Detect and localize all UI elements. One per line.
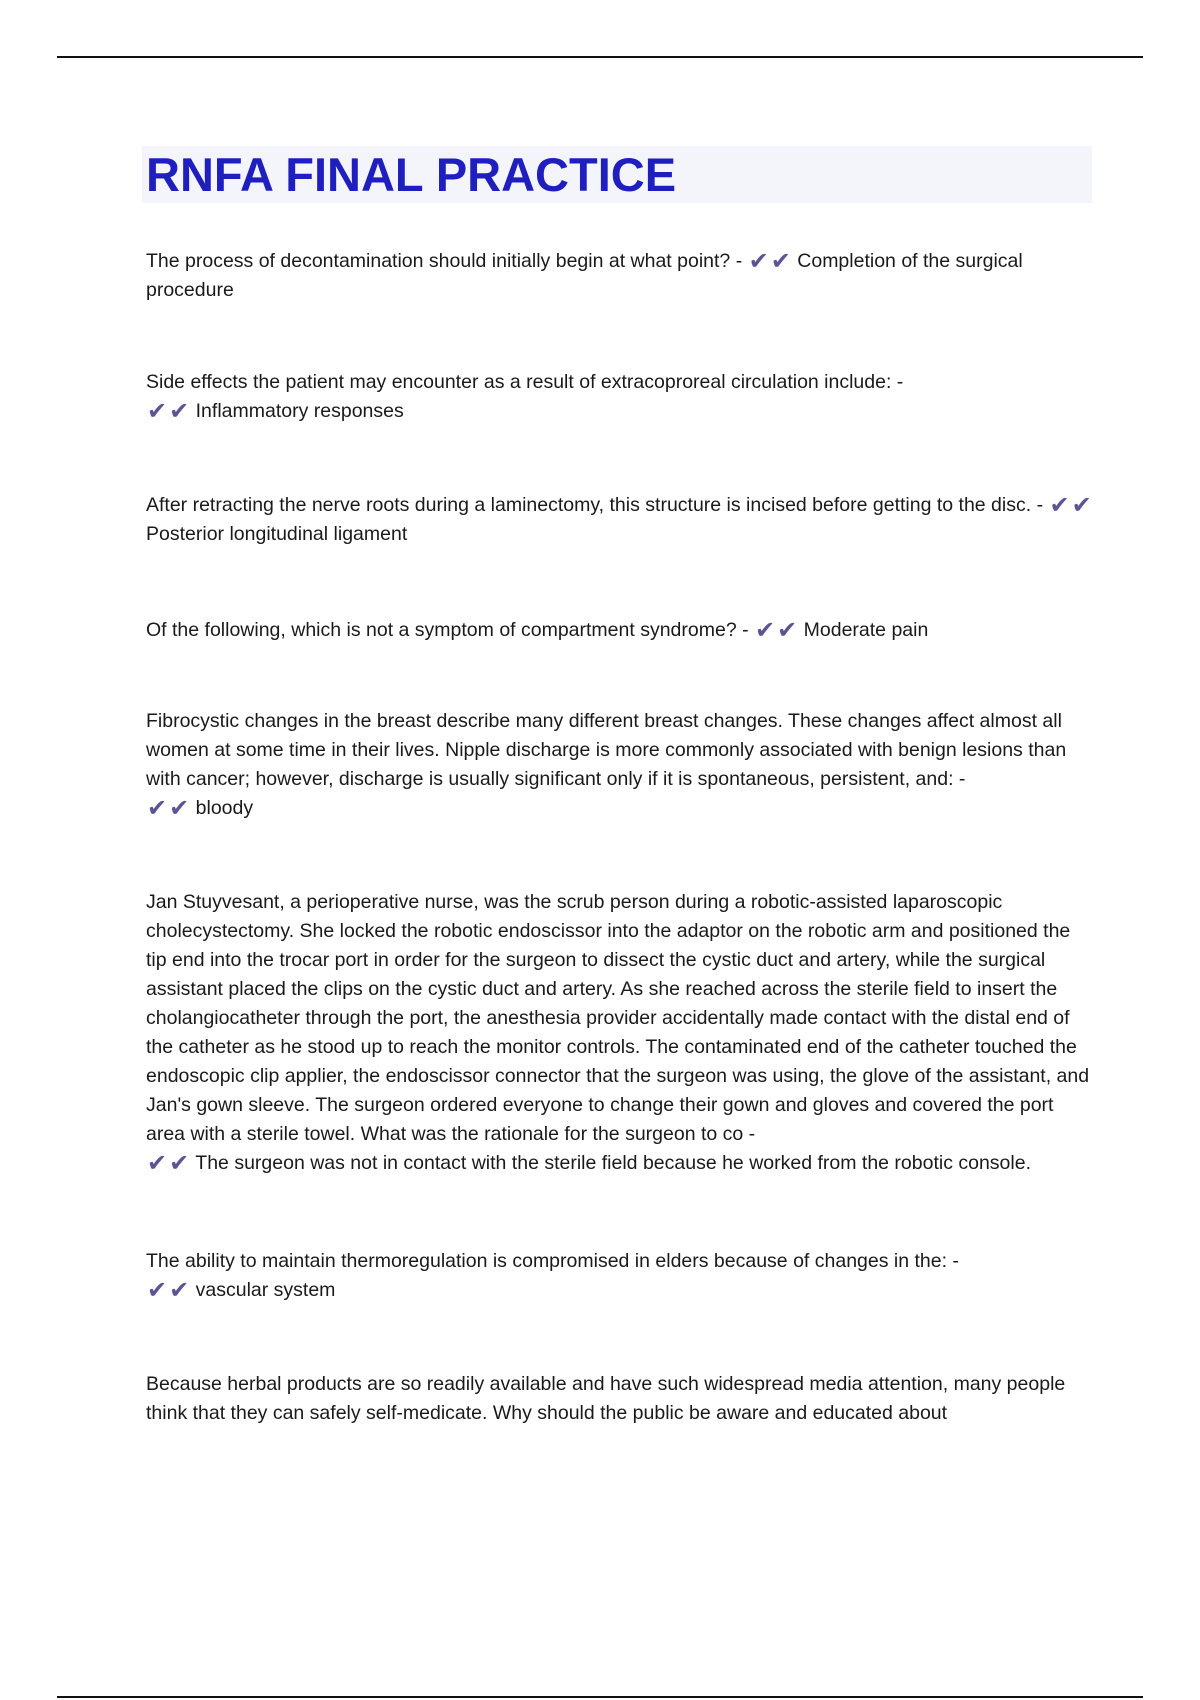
answer-text: Posterior longitudinal ligament [146, 523, 408, 545]
question-text: Side effects the patient may encounter as a result of extracoproreal circulation include: - [146, 371, 904, 393]
question-text: Of the following, which is not a symptom of compartment syndrome? - [146, 619, 749, 641]
question-text: The process of decontamination should initially begin at what point? - [146, 250, 743, 272]
check-icon: ✔ [169, 1277, 190, 1304]
check-icon: ✔ [169, 795, 190, 822]
qa-item [146, 247, 1096, 305]
check-icon: ✔ [147, 795, 168, 822]
question-text: Fibrocystic changes in the breast describe many different breast changes. These changes affect almost all women at some time in their lives. Nipple discharge is more commonly associated with benign lesions than with cancer; however, discharge is usually significant only if it is spontaneous, persistent, and: - [146, 710, 1067, 790]
bottom-rule [57, 1696, 1143, 1698]
qa-item [146, 888, 1096, 1178]
qa-item [146, 368, 1096, 426]
question-text: Jan Stuyvesant, a perioperative nurse, was the scrub person during a robotic-assisted laparoscopic cholecystectomy. She locked the robotic endoscissor into the adaptor on the robotic arm and positioned the tip end into the trocar port in order for the surgeon to dissect the cystic duct and artery, while the surgical assistant placed the clips on the cystic duct and artery. As she reached across the sterile field to insert the cholangiocatheter through the port, the anesthesia provider accidentally made contact with the distal end of the catheter as he stood up to reach the monitor controls. The contaminated end of the catheter touched the endoscopic clip applier, the endoscissor connector that the surgeon was using, the glove of the assistant, and Jan's gown sleeve. The surgeon ordered everyone to change their gown and gloves and covered the port area with a sterile towel. What was the rationale for the surgeon to co - [146, 891, 1090, 1145]
qa-item [146, 616, 1096, 645]
check-icon: ✔ [748, 248, 769, 275]
check-icon: ✔ [777, 617, 798, 644]
qa-item [146, 1247, 1096, 1305]
top-rule [57, 56, 1143, 58]
question-text: Because herbal products are so readily available and have such widespread media attention, many people think that they can safely self-medicate. Why should the public be aware and educated about [146, 1373, 1066, 1424]
question-text: The ability to maintain thermoregulation is compromised in elders because of changes in the: - [146, 1250, 959, 1272]
check-icon: ✔ [169, 398, 190, 425]
check-icon: ✔ [1071, 492, 1092, 519]
answer-text: bloody [195, 797, 254, 819]
answer-text: Inflammatory responses [195, 400, 404, 422]
qa-item [146, 491, 1096, 549]
qa-item [146, 707, 1096, 823]
qa-item [146, 1370, 1096, 1428]
check-icon: ✔ [169, 1150, 190, 1177]
answer-text: The surgeon was not in contact with the sterile field because he worked from the robotic console. [195, 1152, 1031, 1174]
check-icon: ✔ [755, 617, 776, 644]
check-icon: ✔ [147, 1150, 168, 1177]
answer-text: vascular system [195, 1279, 336, 1301]
check-icon: ✔ [1049, 492, 1070, 519]
answer-text: Completion of the surgical procedure [146, 250, 1023, 301]
check-icon: ✔ [147, 1277, 168, 1304]
check-icon: ✔ [147, 398, 168, 425]
check-icon: ✔ [770, 248, 791, 275]
question-text: After retracting the nerve roots during a laminectomy, this structure is incised before getting to the disc. - [146, 494, 1044, 516]
answer-text: Moderate pain [803, 619, 929, 641]
document-title: RNFA FINAL PRACTICE [146, 148, 677, 201]
